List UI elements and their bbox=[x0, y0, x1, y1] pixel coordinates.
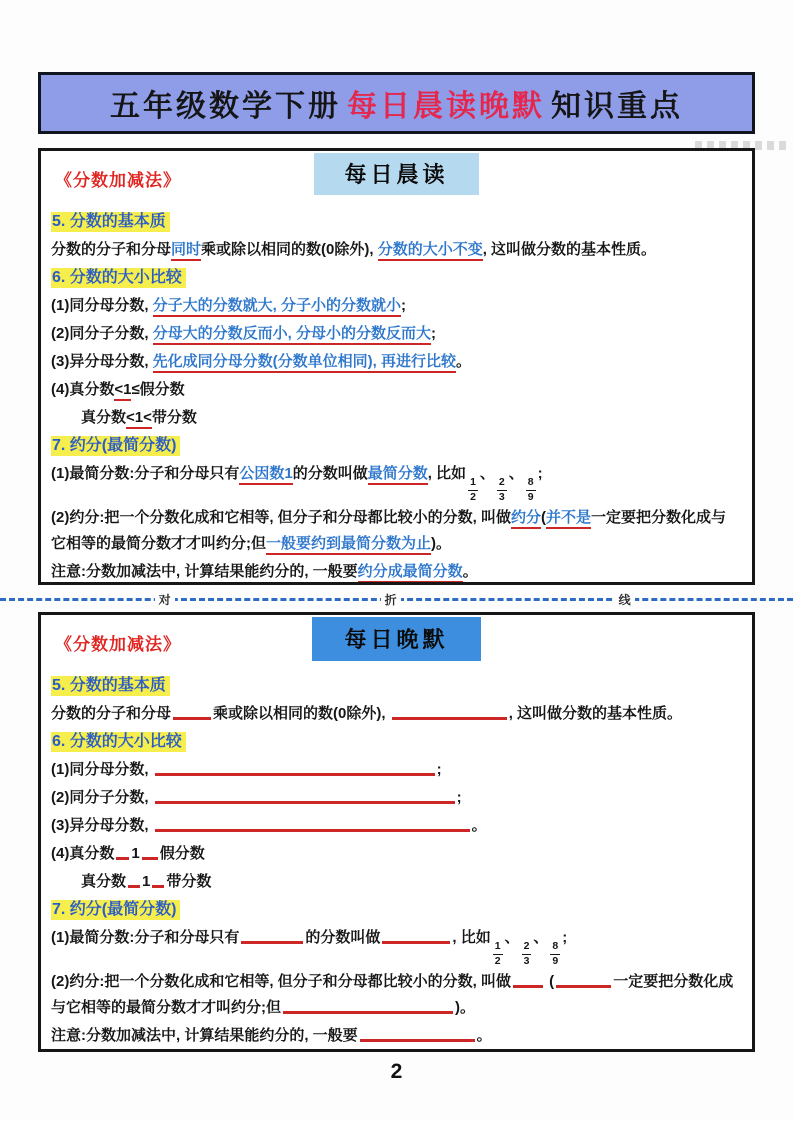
text-run: (1)同分母分数, bbox=[51, 297, 153, 314]
text-run: 的分数叫做 bbox=[292, 465, 368, 482]
content-line bbox=[51, 1023, 740, 1049]
text-run: ; bbox=[562, 929, 568, 946]
text-run: 乘或除以相同的数(0除外), bbox=[213, 705, 390, 722]
fraction-denominator: 3 bbox=[498, 490, 505, 503]
text-run: <1< bbox=[126, 409, 152, 429]
content-line bbox=[51, 785, 740, 811]
answer-key-text: 最简分数 bbox=[368, 465, 428, 485]
section-heading bbox=[51, 433, 740, 459]
text-run: 带分数 bbox=[166, 873, 212, 890]
answer-blank bbox=[152, 885, 164, 888]
text-run: (1)同分母分数, bbox=[51, 761, 153, 778]
text-run: , 比如 bbox=[427, 465, 467, 482]
evening-content bbox=[41, 663, 752, 1049]
text-run: , 这叫做分数的基本性质。 bbox=[508, 705, 683, 722]
header-title-prefix: 五年级数学下册 bbox=[110, 90, 341, 123]
answer-blank bbox=[283, 1011, 453, 1014]
text-run: )。 bbox=[431, 535, 452, 553]
text-run: 分数的分子和分母 bbox=[51, 705, 172, 722]
content-line bbox=[51, 377, 740, 403]
text-run: 、 bbox=[479, 465, 495, 482]
content-line bbox=[51, 925, 740, 967]
text-run: 注意:分数加减法中, 计算结果能约分的, 一般要 bbox=[51, 563, 358, 581]
fraction bbox=[550, 941, 560, 967]
answer-blank bbox=[155, 829, 470, 832]
content-line bbox=[51, 869, 740, 895]
answer-key-text: 并不是 bbox=[546, 509, 591, 529]
fraction-numerator: 1 bbox=[468, 477, 478, 491]
text-run: ; bbox=[537, 465, 543, 482]
answer-blank bbox=[392, 717, 507, 720]
fold-label-xian: 线 bbox=[615, 593, 635, 607]
fraction bbox=[468, 477, 478, 503]
text-run: 注意:分数加减法中, 计算结果能约分的, 一般要 bbox=[51, 1027, 358, 1045]
text-run: 1 bbox=[142, 873, 151, 890]
text-run: ( bbox=[541, 509, 547, 527]
answer-key-text: 公因数1 bbox=[239, 465, 292, 485]
text-run: 一定要把分数化成与它相等的最简分数才才叫约分;但 bbox=[51, 509, 727, 553]
text-run: 1 bbox=[131, 845, 140, 862]
heading-text: 5. 分数的基本质 bbox=[51, 676, 170, 696]
text-run: 、 bbox=[533, 929, 549, 946]
text-run: , 比如 bbox=[452, 929, 491, 946]
text-run: (2)约分:把一个分数化成和它相等, 但分子和分母都比较小的分数, 叫做 bbox=[51, 973, 512, 991]
heading-text: 6. 分数的大小比较 bbox=[51, 268, 186, 288]
answer-blank bbox=[128, 885, 140, 888]
text-run: (4)真分数 bbox=[51, 381, 115, 398]
answer-key-text: 先化成同分母分数(分数单位相同), 再进行比较 bbox=[153, 353, 456, 373]
unit-tag-evening: 《分数加减法》 bbox=[55, 635, 181, 654]
answer-blank bbox=[241, 941, 303, 944]
text-run: 假分数 bbox=[159, 845, 205, 862]
text-run: 。 bbox=[462, 563, 478, 581]
content-line bbox=[51, 559, 740, 585]
text-run: ; bbox=[456, 789, 462, 806]
fraction-denominator: 2 bbox=[470, 490, 476, 503]
morning-section-head bbox=[41, 153, 752, 199]
answer-key-text: 一般要约到最简分数为止 bbox=[266, 535, 431, 555]
text-run: ≤假分数 bbox=[131, 381, 185, 398]
morning-banner: 每日晨读 bbox=[314, 153, 478, 195]
fraction bbox=[497, 477, 507, 503]
fold-line bbox=[0, 594, 793, 606]
answer-key-text: 分子大的分数就大, 分子小的分数就小 bbox=[153, 297, 401, 317]
content-line bbox=[51, 505, 740, 557]
evening-banner: 每日晚默 bbox=[312, 617, 480, 661]
fraction-denominator: 3 bbox=[523, 954, 530, 967]
section-heading bbox=[51, 265, 740, 291]
answer-blank bbox=[360, 1039, 475, 1042]
content-line bbox=[51, 237, 740, 263]
fraction-denominator: 9 bbox=[527, 490, 534, 503]
content-line bbox=[51, 813, 740, 839]
unit-tag-morning: 《分数加减法》 bbox=[55, 171, 181, 190]
header-title-highlight: 每日晨读晚默 bbox=[347, 90, 545, 123]
text-run: 一定要把分数化成与它相等的最简分数才才叫约分;但 bbox=[51, 973, 734, 1017]
morning-section bbox=[38, 148, 755, 585]
content-line bbox=[51, 349, 740, 375]
answer-key-text: 约分成最简分数 bbox=[358, 563, 463, 583]
heading-text: 5. 分数的基本质 bbox=[51, 212, 170, 232]
text-run: 。 bbox=[476, 1027, 492, 1045]
text-run: (4)真分数 bbox=[51, 845, 115, 862]
text-run: 。 bbox=[456, 353, 472, 370]
section-heading bbox=[51, 673, 740, 699]
page-number: 2 bbox=[390, 1060, 403, 1083]
fold-label-zhe: 折 bbox=[381, 593, 401, 607]
fraction-numerator: 2 bbox=[522, 941, 532, 955]
text-run: 、 bbox=[508, 465, 524, 482]
section-heading bbox=[51, 729, 740, 755]
content-line bbox=[51, 293, 740, 319]
answer-blank bbox=[173, 717, 211, 720]
text-run: 乘或除以相同的数(0除外), bbox=[201, 241, 378, 258]
text-run: (3)异分母分数, bbox=[51, 817, 153, 834]
heading-text: 7. 约分(最简分数) bbox=[51, 436, 180, 456]
answer-key-text: 分母大的分数反而小, 分母小的分数反而大 bbox=[153, 325, 431, 345]
morning-content bbox=[41, 199, 752, 585]
text-run: 带分数 bbox=[151, 409, 197, 426]
fraction-denominator: 9 bbox=[552, 954, 559, 967]
text-run: <1 bbox=[114, 381, 131, 401]
text-run: )。 bbox=[455, 999, 475, 1017]
text-run: (1)最简分数:分子和分母只有 bbox=[51, 929, 240, 946]
fraction-numerator: 8 bbox=[526, 477, 536, 491]
text-run: , 这叫做分数的基本性质。 bbox=[482, 241, 657, 258]
text-run: (1)最简分数:分子和分母只有 bbox=[51, 465, 240, 482]
text-run: 真分数 bbox=[81, 873, 127, 890]
content-line bbox=[51, 701, 740, 727]
answer-blank bbox=[116, 857, 129, 860]
section-heading bbox=[51, 209, 740, 235]
answer-key-text: 同时 bbox=[171, 241, 201, 261]
evening-section-head bbox=[41, 617, 752, 663]
header-title-suffix: 知识重点 bbox=[551, 90, 683, 123]
fraction bbox=[493, 941, 503, 967]
text-run: 分数的分子和分母 bbox=[51, 241, 172, 258]
content-line bbox=[51, 405, 740, 431]
text-run: (2)约分:把一个分数化成和它相等, 但分子和分母都比较小的分数, 叫做 bbox=[51, 509, 512, 527]
fraction-denominator: 2 bbox=[494, 954, 501, 967]
text-run: (2)同分子分数, bbox=[51, 789, 153, 806]
answer-blank bbox=[382, 941, 450, 944]
answer-blank bbox=[142, 857, 158, 860]
evening-section bbox=[38, 612, 755, 1052]
fold-label-dui: 对 bbox=[155, 593, 175, 607]
fraction bbox=[522, 941, 532, 967]
answer-blank bbox=[155, 801, 455, 804]
content-line bbox=[51, 461, 740, 503]
text-run: 的分数叫做 bbox=[305, 929, 381, 946]
text-run: ; bbox=[401, 297, 407, 314]
heading-text: 7. 约分(最简分数) bbox=[51, 900, 180, 920]
text-run: ; bbox=[431, 325, 437, 342]
section-heading bbox=[51, 897, 740, 923]
page-header bbox=[38, 72, 755, 134]
content-line bbox=[51, 841, 740, 867]
answer-key-text: 约分 bbox=[511, 509, 541, 529]
text-run: (2)同分子分数, bbox=[51, 325, 153, 342]
text-run: 。 bbox=[471, 817, 487, 834]
fraction-numerator: 1 bbox=[493, 941, 503, 955]
text-run: 真分数 bbox=[81, 409, 127, 426]
content-line bbox=[51, 757, 740, 783]
text-run: (3)异分母分数, bbox=[51, 353, 153, 370]
answer-key-text: 分数的大小不变 bbox=[378, 241, 483, 261]
content-line bbox=[51, 321, 740, 347]
answer-blank bbox=[155, 773, 435, 776]
heading-text: 6. 分数的大小比较 bbox=[51, 732, 186, 752]
text-run: 、 bbox=[504, 929, 520, 946]
text-run: ; bbox=[436, 761, 442, 778]
content-line bbox=[51, 969, 740, 1021]
answer-blank bbox=[513, 985, 543, 988]
fraction-numerator: 8 bbox=[550, 941, 560, 955]
fraction-numerator: 2 bbox=[497, 477, 507, 491]
answer-blank bbox=[556, 985, 611, 988]
text-run: ( bbox=[545, 973, 555, 991]
fraction bbox=[526, 477, 536, 503]
